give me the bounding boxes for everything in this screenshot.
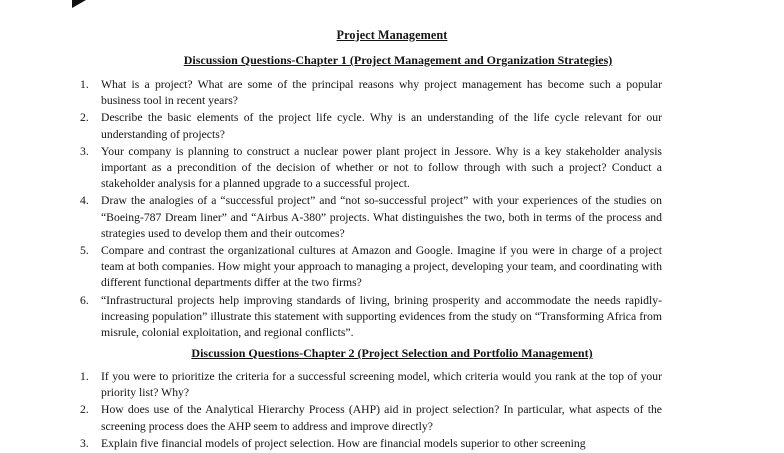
chapter-1-heading: Discussion Questions-Chapter 1 (Project Management and Organization Strategies): [183, 53, 613, 67]
question-text: If you were to prioritize the criteria for a successful screening model, which criteria would you rank at the top of your priority list? Why?: [101, 370, 662, 400]
chapter-2-heading: Discussion Questions-Chapter 2 (Project Selection and Portfolio Management): [191, 346, 593, 360]
question-number: 1.: [80, 78, 89, 91]
list-item: [80, 110, 662, 142]
list-item: [80, 293, 662, 342]
list-item: [80, 402, 662, 434]
question-number: 3.: [80, 436, 89, 450]
question-number: 6.: [80, 293, 89, 307]
question-text: Compare and contrast the organizational cultures at Amazon and Google. Imagine if you were in charge of a project team at both companies. How might your approach to managing a project, developing your team, and coordinating with different functional departments differ at the two firms?: [101, 244, 662, 290]
list-item: [80, 243, 662, 292]
question-number: 5.: [80, 244, 89, 258]
question-number: 2.: [80, 403, 89, 417]
question-text: Describe the basic elements of the project life cycle. Why is an understanding of the life cycle relevant for our understanding of projects?: [101, 111, 662, 141]
list-item: [80, 436, 662, 452]
question-text: “Infrastructural projects help improving standards of living, brining prosperity and accommodate the needs rapidly-increasing population” illustrate this statement with supporting evidences from the study on “Transforming Africa from misrule, colonial exploitation, and regional conflicts”.: [101, 293, 662, 340]
question-text: How does use of the Analytical Hierarchy Process (AHP) aid in project selection? In particular, what aspects of the screening process does the AHP seem to address and improve directly?: [101, 403, 662, 433]
question-number: 2.: [80, 111, 89, 125]
chapter-1-question-list: [80, 77, 662, 342]
chapter-2-question-list: [80, 369, 662, 453]
list-item: [80, 77, 662, 109]
question-number: 3.: [80, 144, 89, 158]
list-item: [80, 369, 662, 401]
question-number: 4.: [80, 194, 89, 208]
question-number: 1.: [80, 370, 89, 383]
question-text: Draw the analogies of a “successful project” and “not so-successful project” with your experiences of the studies on “Boeing-787 Dream liner” and “Airbus A-380” projects. What distinguishes the two, both in terms of the process and strategies used to develop them and their outcomes?: [101, 194, 662, 240]
scan-corner-mark: [72, 0, 86, 8]
question-text: What is a project? What are some of the principal reasons why project management has become such a popular business tool in recent years?: [101, 78, 662, 108]
question-text: Your company is planning to construct a nuclear power plant project in Jessore. Why is a key stakeholder analysis important as a precondition of the decision of whether or not to follow through with such a project? Conduct a stakeholder analysis for a planned upgrade to a successful project.: [101, 144, 662, 191]
question-text: Explain five financial models of project selection. How are financial models superior to other screening: [101, 436, 586, 450]
list-item: [80, 144, 662, 193]
page-title: Project Management: [336, 28, 448, 42]
list-item: [80, 193, 662, 242]
